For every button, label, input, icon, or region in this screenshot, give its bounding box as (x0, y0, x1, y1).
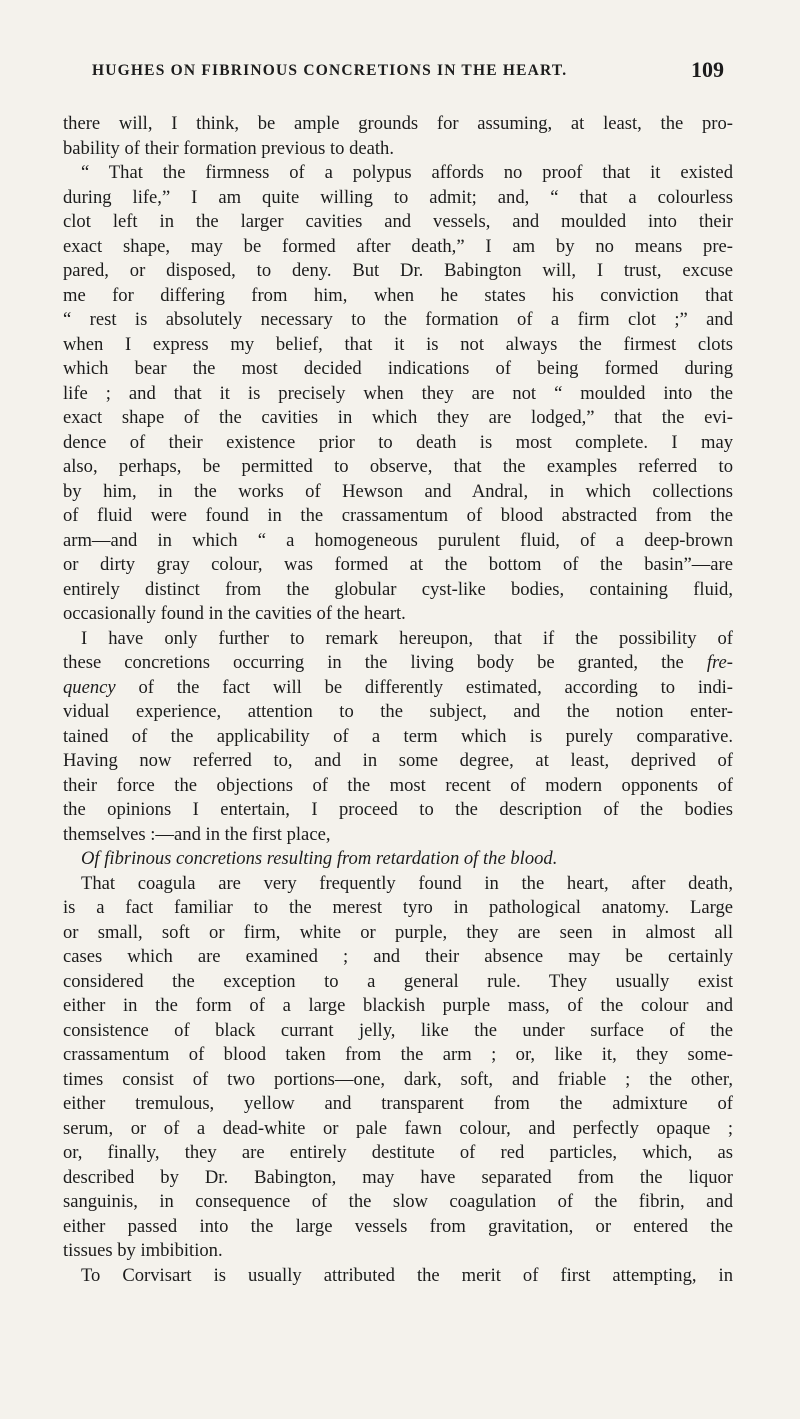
text-line: either passed into the large vessels from gravitation, or entered the (63, 1215, 733, 1237)
text-line: their force the objections of the most recent of modern opponents of (63, 774, 733, 796)
text-line: either in the form of a large blackish purple mass, of the colour and (63, 995, 733, 1016)
text-line: is a fact familiar to the merest tyro in pathological anatomy. Large (63, 897, 733, 918)
text-line: Having now referred to, and in some degree, at least, deprived of (63, 750, 733, 771)
text-line: “ rest is absolutely necessary to the formation of a firm clot ;” and (63, 309, 733, 330)
text-line: bability of their formation previous to death. (63, 137, 394, 159)
body-text (63, 112, 733, 1288)
text-line: there will, I think, be ample grounds for assuming, at least, the pro- (63, 113, 733, 134)
text-line: exact shape, may be formed after death,” I am by no means pre- (63, 235, 733, 257)
text-line: or, finally, they are entirely destitute of red particles, which, as (63, 1142, 733, 1163)
text-line: vidual experience, attention to the subject, and the notion enter- (63, 701, 733, 722)
text-line (63, 676, 733, 701)
text-line: occasionally found in the cavities of the heart. (63, 603, 406, 624)
text-line: crassamentum of blood taken from the arm ; or, like it, they some- (63, 1044, 733, 1065)
text-line: or small, soft or firm, white or purple, they are seen in almost all (63, 921, 733, 943)
text-line: described by Dr. Babington, may have separated from the liquor (63, 1166, 733, 1188)
text-line: me for differing from him, when he states his conviction that (63, 284, 733, 306)
text-line: which bear the most decided indications of being formed during (63, 358, 733, 379)
text-line: also, perhaps, be permitted to observe, that the examples referred to (63, 456, 733, 477)
italic-word: fre- (706, 652, 733, 673)
text-line: life ; and that it is precisely when they are not “ moulded into the (63, 382, 733, 404)
text-line: tained of the applicability of a term which is purely comparative. (63, 725, 733, 747)
running-head (92, 57, 724, 82)
text-line: pared, or disposed, to deny. But Dr. Babington will, I trust, excuse (63, 260, 733, 281)
line-text: these concretions occurring in the living body be granted, the (63, 652, 707, 673)
text-line: sanguinis, in consequence of the slow coagulation of the fibrin, and (63, 1191, 733, 1212)
line-text: of the fact will be differently estimated, according to indi- (115, 676, 733, 698)
text-line: of fluid were found in the crassamentum of blood abstracted from the (63, 505, 733, 526)
text-line: when I express my belief, that it is not always the firmest clots (63, 333, 733, 355)
text-line: times consist of two portions—one, dark, soft, and friable ; the other, (63, 1068, 733, 1090)
text-line: tissues by imbibition. (63, 1240, 223, 1261)
text-line: serum, or of a dead-white or pale fawn colour, and perfectly opaque ; (63, 1117, 733, 1139)
running-title: HUGHES ON FIBRINOUS CONCRETIONS IN THE HEART. (92, 62, 568, 79)
text-line: clot left in the larger cavities and vessels, and moulded into their (63, 211, 733, 232)
text-line: by him, in the works of Hewson and Andral, in which collections (63, 480, 733, 502)
text-line: themselves :—and in the first place, (63, 823, 331, 845)
section-heading: Of fibrinous concretions resulting from retardation of the blood. (81, 848, 558, 869)
text-line: To Corvisart is usually attributed the merit of first attempting, in (81, 1264, 733, 1286)
text-line: entirely distinct from the globular cyst-like bodies, containing fluid, (63, 578, 733, 600)
text-line: or dirty gray colour, was formed at the bottom of the basin”—are (63, 554, 733, 575)
text-line: dence of their existence prior to death is most complete. I may (63, 431, 733, 453)
text-line: cases which are examined ; and their absence may be certainly (63, 946, 733, 967)
text-line: arm—and in which “ a homogeneous purulent fluid, of a deep-brown (63, 529, 733, 551)
text-line: I have only further to remark hereupon, that if the possibility of (81, 627, 733, 649)
text-line: “ That the firmness of a polypus affords no proof that it existed (81, 162, 733, 183)
text-line: exact shape of the cavities in which they are lodged,” that the evi- (63, 407, 733, 428)
text-line: That coagula are very frequently found in the heart, after death, (81, 872, 733, 894)
text-line: considered the exception to a general rule. They usually exist (63, 970, 733, 992)
text-line: either tremulous, yellow and transparent from the admixture of (63, 1093, 733, 1114)
page-number: 109 (691, 57, 724, 82)
italic-word: quency (63, 676, 116, 698)
text-line (63, 651, 733, 676)
text-line: consistence of black currant jelly, like the under surface of the (63, 1019, 733, 1041)
text-line: the opinions I entertain, I proceed to the description of the bodies (63, 799, 733, 820)
text-line: during life,” I am quite willing to admit; and, “ that a colourless (63, 186, 733, 208)
